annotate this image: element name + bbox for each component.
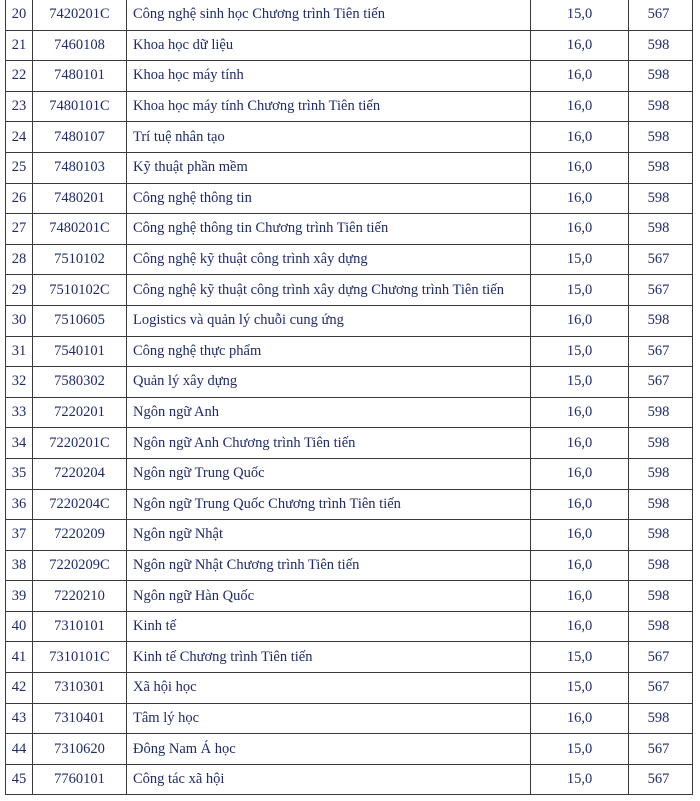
major-name-cell: Ngôn ngữ Anh Chương trình Tiên tiến [127,428,531,459]
row-number-cell: 24 [6,122,33,153]
major-name-cell: Logistics và quản lý chuỗi cung ứng [127,305,531,336]
major-code-cell: 7460108 [33,30,127,61]
score-cell: 16,0 [531,397,629,428]
row-number-cell: 42 [6,673,33,704]
score-cell: 16,0 [531,428,629,459]
table-row [6,122,693,153]
row-number-cell: 29 [6,275,33,306]
score-cell: 15,0 [531,244,629,275]
table-row [6,642,693,673]
table-row [6,214,693,245]
row-number-cell: 40 [6,611,33,642]
major-code-cell: 7220204C [33,489,127,520]
major-code-cell: 7310301 [33,673,127,704]
major-code-cell: 7510605 [33,305,127,336]
major-code-cell: 7540101 [33,336,127,367]
points-cell: 598 [629,397,693,428]
score-cell: 16,0 [531,183,629,214]
major-name-cell: Công nghệ thông tin Chương trình Tiên tiến [127,214,531,245]
row-number-cell: 22 [6,61,33,92]
major-name-cell: Tâm lý học [127,703,531,734]
major-name-cell: Ngôn ngữ Anh [127,397,531,428]
row-number-cell: 32 [6,367,33,398]
row-number-cell: 38 [6,550,33,581]
points-cell: 598 [629,30,693,61]
major-code-cell: 7480201C [33,214,127,245]
row-number-cell: 35 [6,458,33,489]
points-cell: 567 [629,764,693,795]
major-code-cell: 7220201C [33,428,127,459]
score-cell: 16,0 [531,91,629,122]
major-code-cell: 7510102 [33,244,127,275]
major-name-cell: Công nghệ kỹ thuật công trình xây dựng [127,244,531,275]
table-row [6,305,693,336]
table-row [6,581,693,612]
row-number-cell: 28 [6,244,33,275]
major-name-cell: Khoa học máy tính Chương trình Tiên tiến [127,91,531,122]
major-name-cell: Kinh tế Chương trình Tiên tiến [127,642,531,673]
table-row [6,367,693,398]
table-row [6,275,693,306]
major-name-cell: Ngôn ngữ Trung Quốc Chương trình Tiên tiến [127,489,531,520]
table-row [6,61,693,92]
major-name-cell: Khoa học dữ liệu [127,30,531,61]
table-row [6,152,693,183]
row-number-cell: 23 [6,91,33,122]
row-number-cell: 39 [6,581,33,612]
score-cell: 15,0 [531,336,629,367]
major-code-cell: 7510102C [33,275,127,306]
points-cell: 567 [629,734,693,765]
major-code-cell: 7760101 [33,764,127,795]
points-cell: 598 [629,458,693,489]
score-cell: 16,0 [531,550,629,581]
points-cell: 598 [629,489,693,520]
table-row [6,0,693,30]
major-code-cell: 7310101C [33,642,127,673]
row-number-cell: 41 [6,642,33,673]
table-body [6,0,693,795]
score-cell: 16,0 [531,305,629,336]
row-number-cell: 44 [6,734,33,765]
major-code-cell: 7310620 [33,734,127,765]
points-cell: 567 [629,642,693,673]
major-code-cell: 7220201 [33,397,127,428]
table-row [6,703,693,734]
table-row [6,183,693,214]
points-cell: 598 [629,703,693,734]
major-code-cell: 7480201 [33,183,127,214]
table-row [6,428,693,459]
major-code-cell: 7220210 [33,581,127,612]
major-name-cell: Ngôn ngữ Nhật Chương trình Tiên tiến [127,550,531,581]
major-name-cell: Kỹ thuật phần mềm [127,152,531,183]
table-row [6,489,693,520]
points-cell: 598 [629,428,693,459]
table-row [6,550,693,581]
major-name-cell: Công tác xã hội [127,764,531,795]
major-name-cell: Công nghệ kỹ thuật công trình xây dựng Chương trình Tiên tiến [127,275,531,306]
row-number-cell: 34 [6,428,33,459]
points-cell: 567 [629,244,693,275]
row-number-cell: 45 [6,764,33,795]
row-number-cell: 31 [6,336,33,367]
points-cell: 598 [629,581,693,612]
row-number-cell: 27 [6,214,33,245]
points-cell: 598 [629,520,693,551]
major-code-cell: 7220204 [33,458,127,489]
major-name-cell: Quản lý xây dựng [127,367,531,398]
major-name-cell: Trí tuệ nhân tạo [127,122,531,153]
points-cell: 598 [629,611,693,642]
row-number-cell: 20 [6,0,33,30]
table-row [6,336,693,367]
major-name-cell: Ngôn ngữ Trung Quốc [127,458,531,489]
major-code-cell: 7480103 [33,152,127,183]
score-cell: 16,0 [531,122,629,153]
points-cell: 567 [629,367,693,398]
major-name-cell: Đông Nam Á học [127,734,531,765]
major-name-cell: Ngôn ngữ Hàn Quốc [127,581,531,612]
major-name-cell: Xã hội học [127,673,531,704]
admission-table [5,0,693,795]
major-name-cell: Công nghệ thông tin [127,183,531,214]
score-cell: 16,0 [531,458,629,489]
table-row [6,91,693,122]
score-cell: 16,0 [531,214,629,245]
points-cell: 598 [629,91,693,122]
score-cell: 16,0 [531,489,629,520]
points-cell: 567 [629,673,693,704]
score-cell: 15,0 [531,0,629,30]
table-row [6,397,693,428]
table-row [6,611,693,642]
row-number-cell: 37 [6,520,33,551]
major-code-cell: 7420201C [33,0,127,30]
major-code-cell: 7310401 [33,703,127,734]
score-cell: 15,0 [531,764,629,795]
major-code-cell: 7220209 [33,520,127,551]
score-cell: 16,0 [531,152,629,183]
row-number-cell: 36 [6,489,33,520]
row-number-cell: 21 [6,30,33,61]
points-cell: 598 [629,152,693,183]
major-code-cell: 7310101 [33,611,127,642]
table-row [6,764,693,795]
points-cell: 567 [629,0,693,30]
row-number-cell: 43 [6,703,33,734]
major-name-cell: Ngôn ngữ Nhật [127,520,531,551]
row-number-cell: 26 [6,183,33,214]
score-cell: 16,0 [531,581,629,612]
score-cell: 15,0 [531,642,629,673]
score-cell: 16,0 [531,61,629,92]
table-row [6,458,693,489]
major-code-cell: 7580302 [33,367,127,398]
table-row [6,734,693,765]
major-code-cell: 7220209C [33,550,127,581]
major-name-cell: Khoa học máy tính [127,61,531,92]
score-cell: 15,0 [531,673,629,704]
score-cell: 15,0 [531,367,629,398]
score-cell: 16,0 [531,611,629,642]
points-cell: 567 [629,336,693,367]
major-name-cell: Công nghệ sinh học Chương trình Tiên tiến [127,0,531,30]
table-row [6,673,693,704]
score-cell: 15,0 [531,734,629,765]
major-name-cell: Công nghệ thực phẩm [127,336,531,367]
table-row [6,244,693,275]
major-code-cell: 7480107 [33,122,127,153]
table-row [6,520,693,551]
row-number-cell: 33 [6,397,33,428]
major-code-cell: 7480101 [33,61,127,92]
major-name-cell: Kinh tế [127,611,531,642]
points-cell: 598 [629,305,693,336]
score-cell: 16,0 [531,703,629,734]
points-cell: 567 [629,275,693,306]
row-number-cell: 30 [6,305,33,336]
score-cell: 15,0 [531,275,629,306]
points-cell: 598 [629,183,693,214]
points-cell: 598 [629,550,693,581]
major-code-cell: 7480101C [33,91,127,122]
points-cell: 598 [629,61,693,92]
points-cell: 598 [629,214,693,245]
points-cell: 598 [629,122,693,153]
score-cell: 16,0 [531,30,629,61]
score-cell: 16,0 [531,520,629,551]
table-row [6,30,693,61]
row-number-cell: 25 [6,152,33,183]
